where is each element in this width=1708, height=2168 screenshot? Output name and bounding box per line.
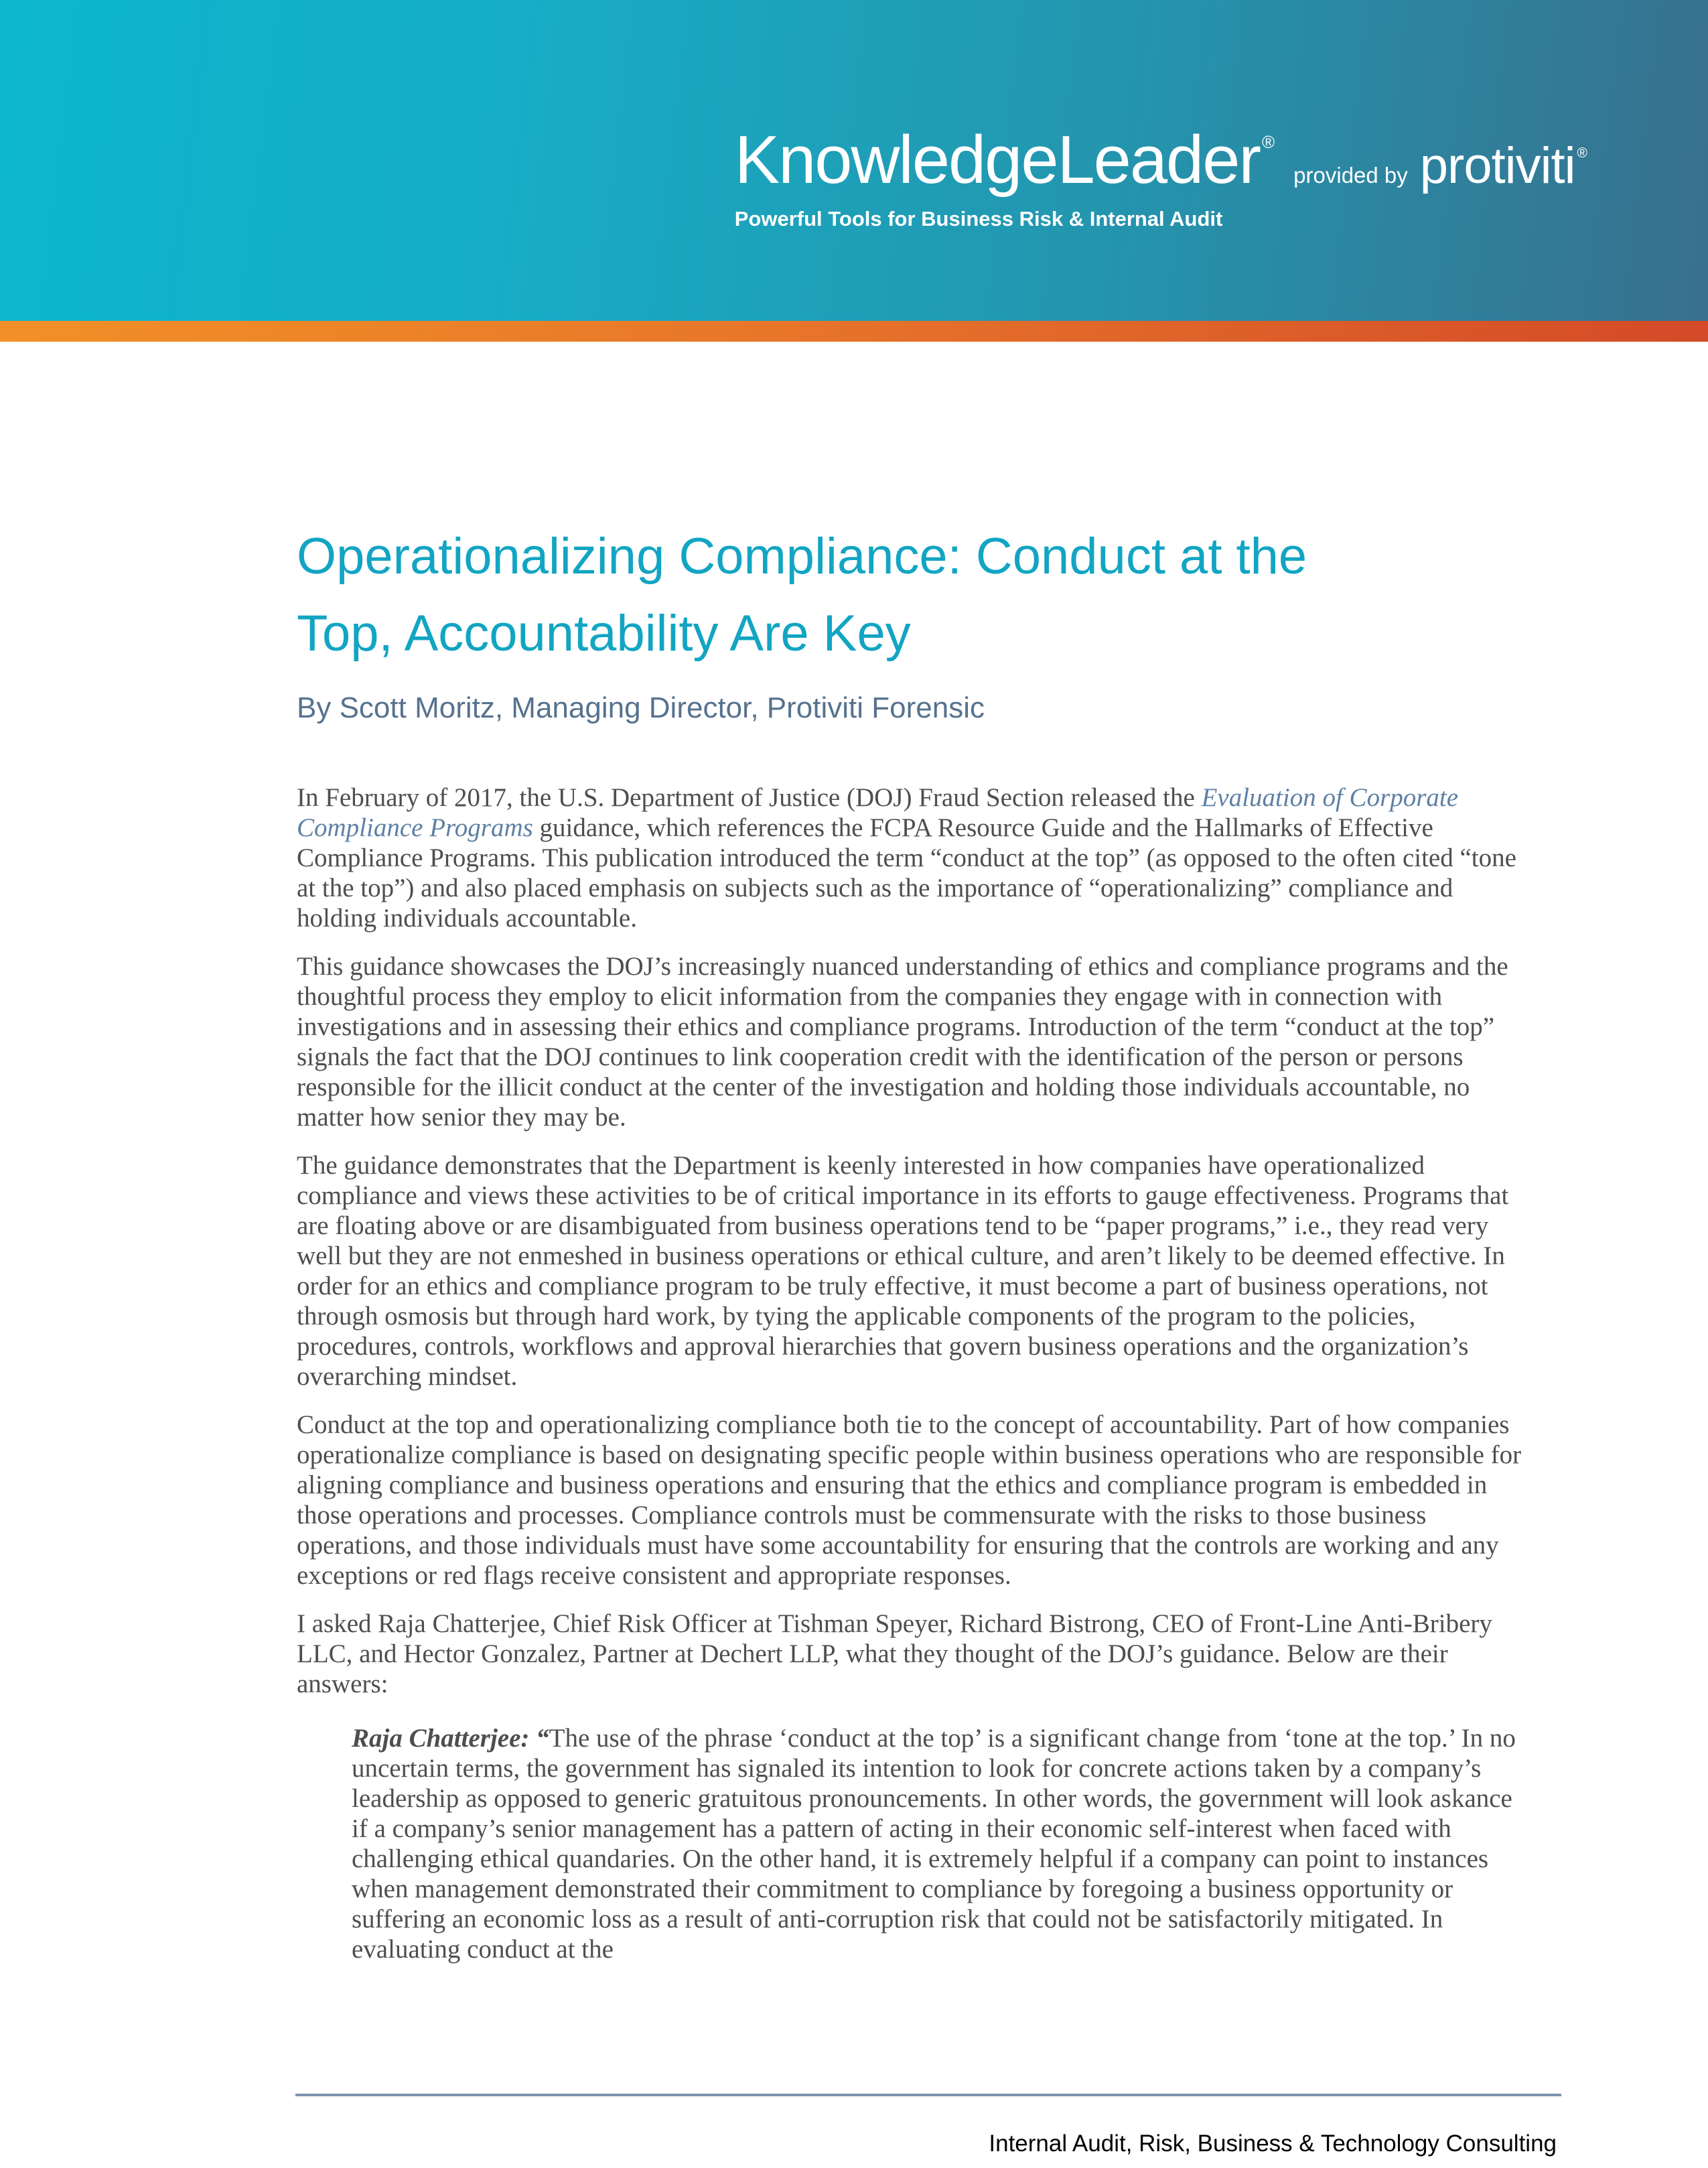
quote-speaker: Raja Chatterjee: “	[352, 1723, 549, 1753]
paragraph: This guidance showcases the DOJ’s increasingly nuanced understanding of ethics and compliance programs and the thoughtful process they employ to elicit information from the companies they engage with in connection with investigations and in assessing their ethics and compliance programs. Introduction of the term “conduct at the top” signals the fact that the DOJ continues to link cooperation credit with the identification of the person or persons responsible for the illicit conduct at the center of the investigation and holding those individuals accountable, no matter how senior they may be.	[297, 951, 1508, 1132]
paragraph: The guidance demonstrates that the Department is keenly interested in how companies have operationalized compliance and views these activities to be of critical importance in its efforts to gauge effectiveness. Programs that are floating above or are disambiguated from business operations tend to be “paper programs,” i.e., they read very well but they are not enmeshed in business operations or ethical culture, and aren’t likely to be deemed effective. In order for an ethics and compliance program to be truly effective, it must become a part of business operations, not through osmosis but through hard work, by tying the applicable components of the program to the policies, procedures, controls, workflows and approval hierarchies that govern business operations and the organization’s overarching mindset.	[297, 1150, 1509, 1391]
knowledgeleader-wordmark: KnowledgeLeader	[734, 123, 1260, 198]
article-content	[0, 342, 1708, 1964]
registered-mark-icon: ®	[1577, 145, 1587, 161]
registered-mark-icon: ®	[1262, 132, 1275, 152]
accent-stripe	[0, 321, 1708, 342]
footer-divider	[295, 2094, 1561, 2096]
logo-row	[735, 122, 1587, 199]
provided-by-label: provided by	[1293, 163, 1408, 188]
protiviti-wordmark: protiviti	[1419, 137, 1575, 194]
paragraph: Conduct at the top and operationalizing compliance both tie to the concept of accountability. Part of how companies operationalize compliance is based on designating specific people within business operations who are responsible for aligning compliance and business operations and ensuring that the ethics and compliance program is embedded in those operations and processes. Compliance controls must be commensurate with the risks to those business operations, and those individuals must have some accountability for ensuring that the controls are working and any exceptions or red flags receive consistent and appropriate responses.	[297, 1410, 1522, 1590]
quote-text: The use of the phrase ‘conduct at the top’ is a significant change from ‘tone at the top.’ In no uncertain terms, the government has signaled its intention to look for concrete actions taken by a company’s leadership as opposed to generic gratuitous pronouncements. In other words, the government will look askance if a company’s senior management has a pattern of acting in their economic self-interest when faced with challenging ethical quandaries. On the other hand, it is extremely helpful if a company can point to instances when management demonstrated their commitment to compliance by foregoing a business opportunity or suffering an economic loss as a result of anti-corruption risk that could not be satisfactorily mitigated. In evaluating conduct at the	[352, 1723, 1516, 1964]
paragraph: I asked Raja Chatterjee, Chief Risk Officer at Tishman Speyer, Richard Bistrong, CEO of Front-Line Anti-Bribery LLC, and Hector Gonzalez, Partner at Dechert LLP, what they thought of the DOJ’s guidance. Below are their answers:	[297, 1609, 1492, 1698]
quote-block	[352, 1723, 1533, 1964]
footer-text: Internal Audit, Risk, Business & Technology Consulting	[989, 2130, 1557, 2157]
page-title-line-1: Operationalizing Compliance: Conduct at the	[297, 528, 1307, 585]
page-title-line-2: Top, Accountability Are Key	[297, 605, 911, 662]
brand-logo	[735, 122, 1587, 231]
byline: By Scott Moritz, Managing Director, Protiviti Forensic	[297, 691, 985, 724]
page-title	[297, 518, 1533, 672]
brand-tagline: Powerful Tools for Business Risk & Internal Audit	[734, 207, 1223, 230]
intro-text-before-link: In February of 2017, the U.S. Department of Justice (DOJ) Fraud Section released the	[297, 783, 1202, 812]
article-body	[297, 783, 1533, 1964]
guidance-document-link[interactable]: Evaluation of Corporate Compliance Programs	[297, 783, 1459, 842]
paragraph-intro	[297, 783, 1533, 933]
header-band	[0, 0, 1708, 321]
intro-text-after-link: guidance, which references the FCPA Resource Guide and the Hallmarks of Effective Compliance Programs. This publication introduced the term “conduct at the top” (as opposed to the often cited “tone at the top”) and also placed emphasis on subjects such as the importance of “operationalizing” compliance and holding individuals accountable.	[297, 813, 1516, 933]
